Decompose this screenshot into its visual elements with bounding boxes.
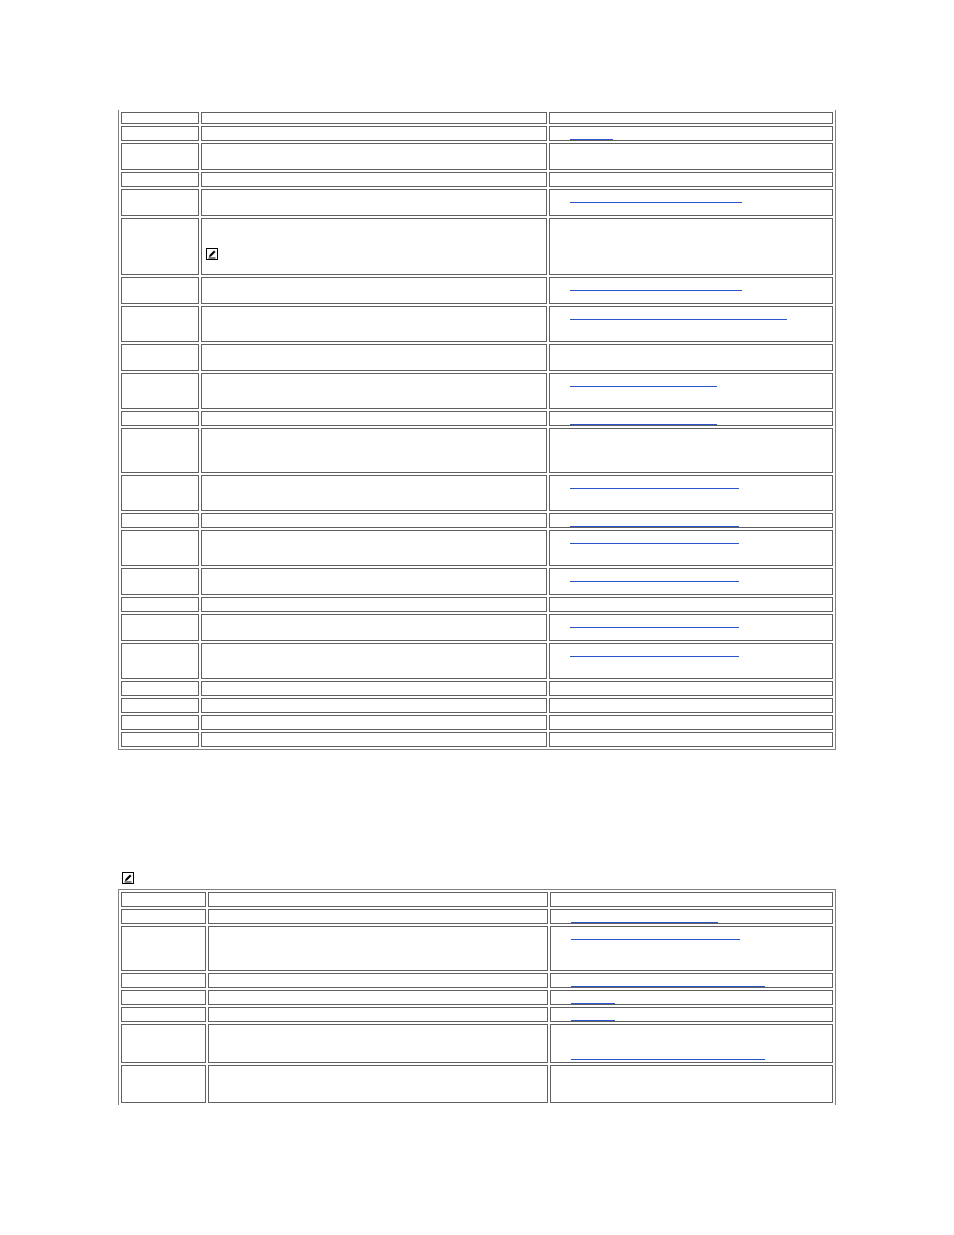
- table-1-cell: [121, 597, 199, 612]
- table-1-cell: [549, 614, 833, 641]
- table-1-cell: [121, 530, 199, 566]
- table-2-cell: [208, 892, 548, 907]
- table-1-row: [121, 306, 833, 342]
- table-1-cell: [201, 411, 547, 426]
- cross-reference-link[interactable]: [571, 1003, 615, 1004]
- table-1-cell: [549, 373, 833, 409]
- table-2-cell: [550, 1024, 833, 1063]
- table-1-cell: [121, 143, 199, 170]
- table-1-cell: [201, 513, 547, 528]
- table-2-row: [121, 926, 833, 971]
- table-1-cell: [201, 112, 547, 124]
- table-1-row: [121, 681, 833, 696]
- note-pencil-icon: [206, 248, 217, 259]
- table-1-cell: [121, 277, 199, 304]
- table-2-cell: [550, 973, 833, 988]
- cross-reference-link[interactable]: [570, 319, 787, 320]
- table-1-cell: [549, 112, 833, 124]
- table-1-row: [121, 112, 833, 124]
- table-2-cell: [121, 973, 206, 988]
- table-1-cell: [549, 277, 833, 304]
- table-2-cell: [208, 1024, 548, 1063]
- table-1-cell: [121, 568, 199, 595]
- table-2-row: [121, 990, 833, 1005]
- table-1-cell: [549, 513, 833, 528]
- table-2-cell: [550, 892, 833, 907]
- table-1-cell: [549, 597, 833, 612]
- table-1-cell: [121, 643, 199, 679]
- table-2-cell: [550, 909, 833, 924]
- cross-reference-link[interactable]: [571, 922, 718, 923]
- table-1-cell: [121, 112, 199, 124]
- table-1-cell: [201, 143, 547, 170]
- table-1-row: [121, 513, 833, 528]
- table-1-cell: [201, 373, 547, 409]
- table-1-row: [121, 126, 833, 141]
- cross-reference-link[interactable]: [570, 526, 739, 527]
- table-2-cell: [121, 1024, 206, 1063]
- table-2-row: [121, 909, 833, 924]
- table-2-row: [121, 892, 833, 907]
- cross-reference-link[interactable]: [570, 290, 742, 291]
- table-1-cell: [549, 172, 833, 187]
- table-2-cell: [121, 892, 206, 907]
- table-2-row: [121, 973, 833, 988]
- table-2-cell: [121, 909, 206, 924]
- cross-reference-link[interactable]: [571, 986, 765, 987]
- table-1-cell: [201, 698, 547, 713]
- table-2-cell: [121, 1007, 206, 1022]
- cross-reference-link[interactable]: [570, 139, 613, 140]
- table-1-cell: [549, 143, 833, 170]
- table-1-row: [121, 614, 833, 641]
- table-1-row: [121, 189, 833, 216]
- table-1-cell: [121, 373, 199, 409]
- cross-reference-link[interactable]: [571, 1059, 765, 1060]
- table-1-cell: [121, 698, 199, 713]
- table-2-cell: [208, 973, 548, 988]
- table-1-cell: [201, 732, 547, 747]
- table-2-cell: [550, 926, 833, 971]
- table-2-row: [121, 1024, 833, 1063]
- table-1-row: [121, 530, 833, 566]
- table-1-cell: [121, 172, 199, 187]
- cross-reference-link[interactable]: [570, 424, 717, 425]
- table-1-row: [121, 715, 833, 730]
- table-1-cell: [121, 475, 199, 511]
- table-1-cell: [549, 698, 833, 713]
- table-1-cell: [201, 277, 547, 304]
- table-2-cell: [208, 926, 548, 971]
- table-1-cell: [201, 530, 547, 566]
- table-1-cell: [121, 218, 199, 275]
- table-1-row: [121, 411, 833, 426]
- cross-reference-link[interactable]: [570, 543, 739, 544]
- table-1-cell: [121, 614, 199, 641]
- table-1-cell: [121, 344, 199, 371]
- table-1-cell: [549, 530, 833, 566]
- table-1-cell: [549, 218, 833, 275]
- table-1-cell: [201, 189, 547, 216]
- table-2-row: [121, 1007, 833, 1022]
- table-1-row: [121, 568, 833, 595]
- table-1-cell: [201, 344, 547, 371]
- cross-reference-link[interactable]: [570, 656, 739, 657]
- table-1-cell: [549, 643, 833, 679]
- cross-reference-link[interactable]: [570, 581, 739, 582]
- table-2-cell: [121, 990, 206, 1005]
- table-2-cell: [208, 1007, 548, 1022]
- table-1-cell: [549, 306, 833, 342]
- table-2-cell: [208, 1065, 548, 1103]
- cross-reference-link[interactable]: [570, 386, 717, 387]
- note-pencil-icon: [122, 872, 133, 883]
- table-1-cell: [201, 681, 547, 696]
- table-1-cell: [201, 126, 547, 141]
- table-1-cell: [201, 475, 547, 511]
- table-2-cell: [550, 1065, 833, 1103]
- table-1-cell: [549, 189, 833, 216]
- table-1-cell: [121, 306, 199, 342]
- table-1-cell: [121, 513, 199, 528]
- table-2-cell: [550, 1007, 833, 1022]
- cross-reference-link[interactable]: [570, 488, 739, 489]
- table-1-cell: [201, 306, 547, 342]
- table-1-cell: [201, 643, 547, 679]
- table-1-row: [121, 732, 833, 747]
- cross-reference-link[interactable]: [570, 202, 742, 203]
- cross-reference-link[interactable]: [571, 939, 740, 940]
- table-2-cell: [208, 990, 548, 1005]
- table-1-row: [121, 698, 833, 713]
- table-1-cell: [121, 126, 199, 141]
- table-1-row: [121, 643, 833, 679]
- table-1: [118, 110, 836, 750]
- table-1-cell: [201, 218, 547, 275]
- table-1-row: [121, 344, 833, 371]
- table-1-cell: [549, 568, 833, 595]
- table-1-row: [121, 143, 833, 170]
- table-1-cell: [549, 344, 833, 371]
- table-1-cell: [549, 681, 833, 696]
- table-1-cell: [201, 172, 547, 187]
- table-1-row: [121, 597, 833, 612]
- table-1-cell: [121, 681, 199, 696]
- table-1-row: [121, 373, 833, 409]
- table-1-cell: [549, 411, 833, 426]
- table-1-cell: [121, 715, 199, 730]
- table-1-cell: [549, 715, 833, 730]
- table-1-row: [121, 172, 833, 187]
- table-2-cell: [550, 990, 833, 1005]
- table-1-cell: [201, 614, 547, 641]
- table-1-cell: [121, 411, 199, 426]
- table-1-row: [121, 277, 833, 304]
- table-1-cell: [549, 428, 833, 473]
- table-2: [118, 889, 836, 1105]
- table-1-row: [121, 428, 833, 473]
- table-1-cell: [121, 428, 199, 473]
- table-1-cell: [549, 475, 833, 511]
- table-1-cell: [201, 428, 547, 473]
- table-2-cell: [121, 1065, 206, 1103]
- table-1-cell: [201, 597, 547, 612]
- table-1-cell: [121, 732, 199, 747]
- table-1-cell: [121, 189, 199, 216]
- table-1-cell: [549, 732, 833, 747]
- table-1-row: [121, 475, 833, 511]
- table-2-row: [121, 1065, 833, 1103]
- table-1-cell: [549, 126, 833, 141]
- cross-reference-link[interactable]: [570, 627, 739, 628]
- table-2-cell: [208, 909, 548, 924]
- table-1-row: [121, 218, 833, 275]
- table-1-cell: [201, 715, 547, 730]
- table-2-cell: [121, 926, 206, 971]
- table-1-cell: [201, 568, 547, 595]
- cross-reference-link[interactable]: [571, 1020, 615, 1021]
